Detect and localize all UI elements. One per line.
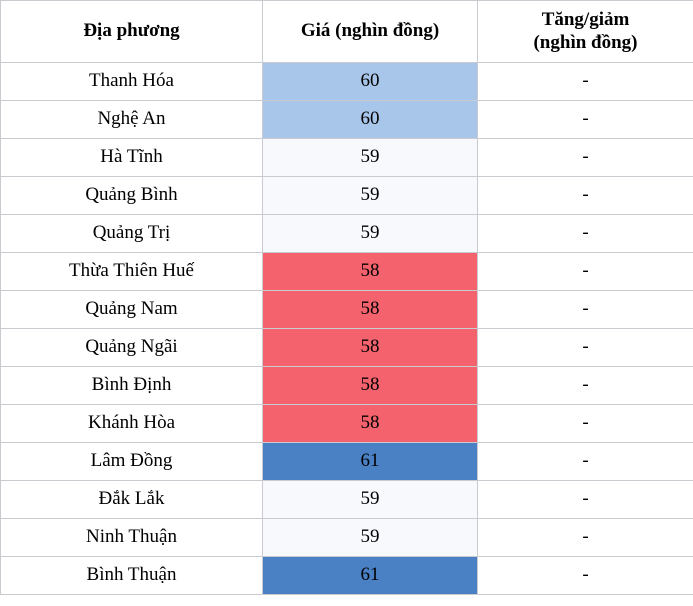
cell-locale: Bình Thuận: [1, 557, 263, 595]
cell-change: -: [478, 367, 693, 405]
table-row: [1, 253, 693, 291]
cell-change: -: [478, 519, 693, 557]
cell-change: -: [478, 215, 693, 253]
cell-locale: Thừa Thiên Huế: [1, 253, 263, 291]
cell-change: -: [478, 101, 693, 139]
table-row: [1, 63, 693, 101]
table-row: [1, 481, 693, 519]
cell-change: -: [478, 177, 693, 215]
cell-price: 60: [263, 63, 478, 101]
cell-change: -: [478, 557, 693, 595]
table-row: [1, 177, 693, 215]
cell-locale: Quảng Ngãi: [1, 329, 263, 367]
cell-price: 58: [263, 405, 478, 443]
cell-locale: Nghệ An: [1, 101, 263, 139]
table-row: [1, 291, 693, 329]
column-header-price-label: Giá (nghìn đồng): [300, 20, 440, 42]
table-row: [1, 139, 693, 177]
column-header-change-unit: (nghìn đồng): [533, 31, 638, 53]
cell-locale: Hà Tĩnh: [1, 139, 263, 177]
cell-price: 59: [263, 215, 478, 253]
cell-change: -: [478, 481, 693, 519]
cell-locale: Quảng Trị: [1, 215, 263, 253]
table-row: [1, 329, 693, 367]
cell-change: -: [478, 329, 693, 367]
table-row: [1, 519, 693, 557]
cell-change: -: [478, 253, 693, 291]
cell-change: -: [478, 405, 693, 443]
table-body: [1, 63, 693, 595]
cell-price: 59: [263, 177, 478, 215]
cell-price: 58: [263, 291, 478, 329]
cell-price: 59: [263, 519, 478, 557]
table-row: [1, 367, 693, 405]
table-row: [1, 557, 693, 595]
cell-change: -: [478, 63, 693, 101]
table-row: [1, 405, 693, 443]
cell-price: 61: [263, 443, 478, 481]
table-row: [1, 215, 693, 253]
column-header-price: [263, 1, 478, 63]
cell-change: -: [478, 443, 693, 481]
cell-price: 61: [263, 557, 478, 595]
table-header: [1, 1, 693, 63]
cell-price: 60: [263, 101, 478, 139]
cell-locale: Khánh Hòa: [1, 405, 263, 443]
cell-locale: Bình Định: [1, 367, 263, 405]
column-header-change: [478, 1, 693, 63]
cell-change: -: [478, 139, 693, 177]
cell-price: 58: [263, 253, 478, 291]
cell-price: 58: [263, 329, 478, 367]
cell-locale: Quảng Bình: [1, 177, 263, 215]
cell-locale: Lâm Đồng: [1, 443, 263, 481]
table-row: [1, 443, 693, 481]
cell-locale: Thanh Hóa: [1, 63, 263, 101]
cell-change: -: [478, 291, 693, 329]
cell-locale: Đắk Lắk: [1, 481, 263, 519]
cell-locale: Quảng Nam: [1, 291, 263, 329]
column-header-change-label: Tăng/giảm: [541, 8, 630, 30]
header-row: [1, 1, 693, 63]
cell-locale: Ninh Thuận: [1, 519, 263, 557]
column-header-locale: Địa phương: [1, 1, 263, 63]
table-row: [1, 101, 693, 139]
cell-price: 59: [263, 139, 478, 177]
cell-price: 59: [263, 481, 478, 519]
cell-price: 58: [263, 367, 478, 405]
